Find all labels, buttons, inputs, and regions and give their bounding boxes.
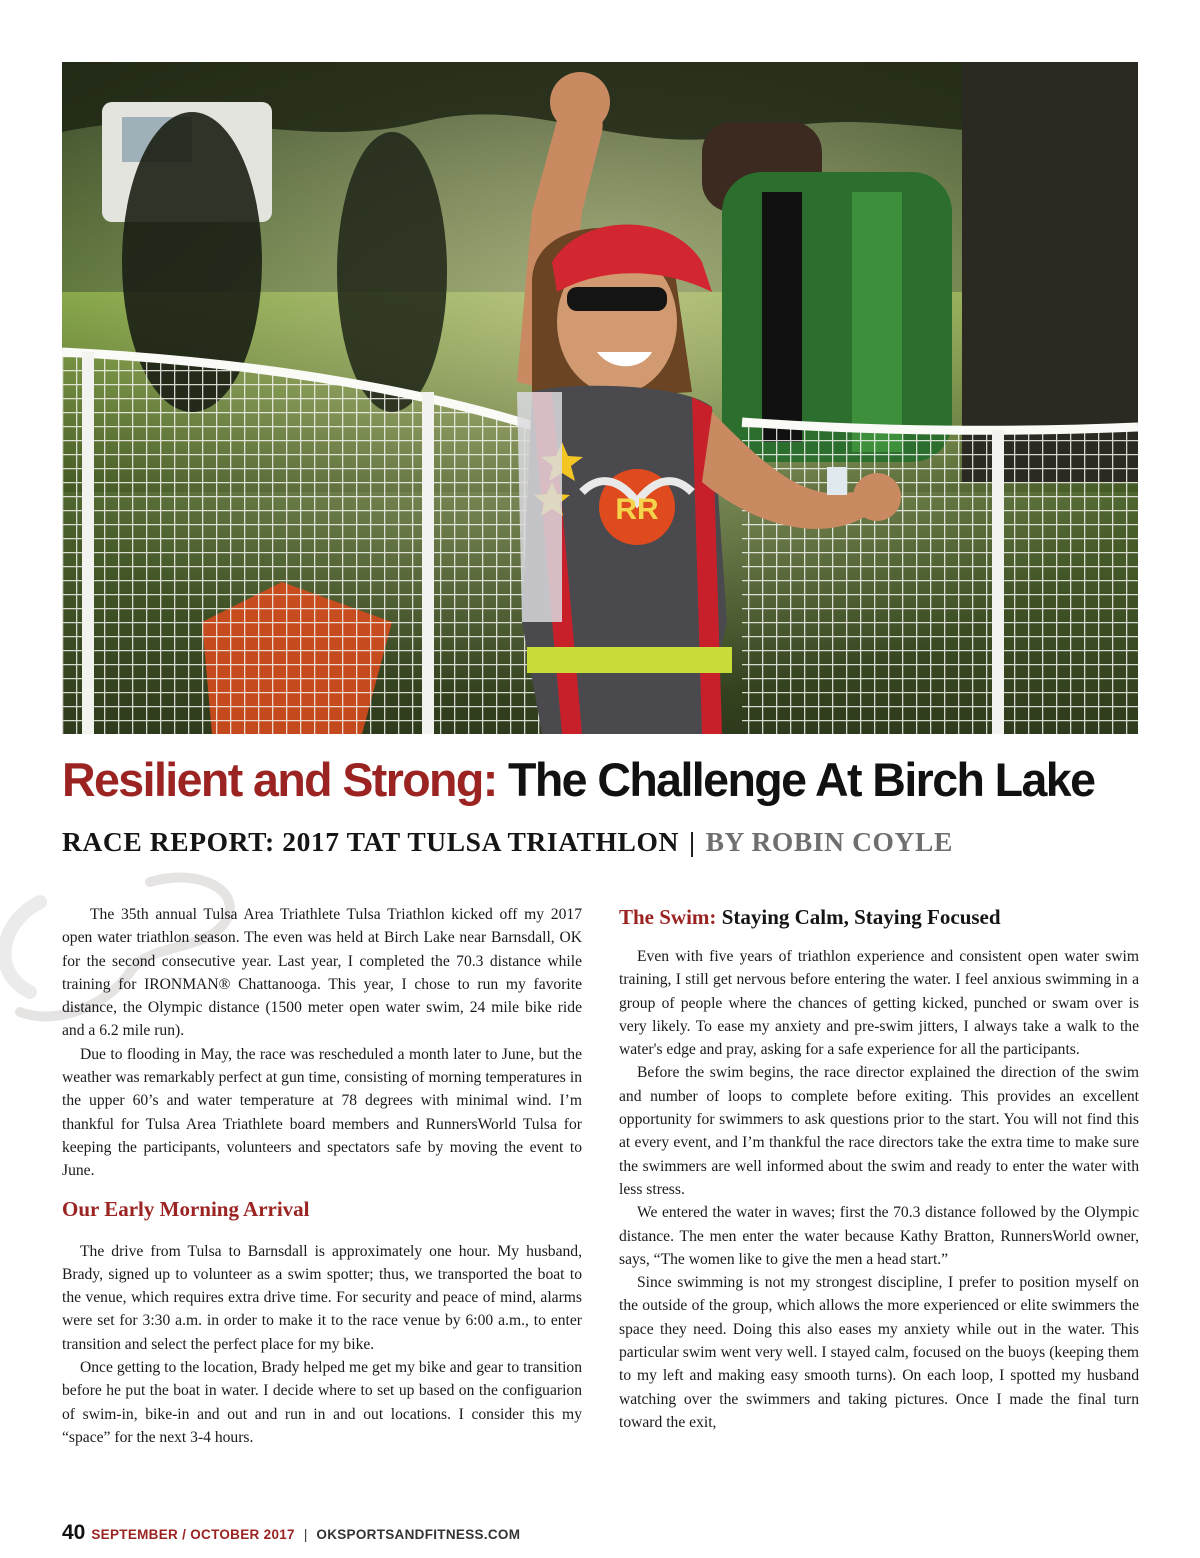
article-title-red: Resilient and Strong: [62,753,497,806]
page-footer [62,1518,520,1548]
swim-heading-black: Staying Calm, Staying Focused [716,905,1001,929]
race-report-label: RACE REPORT: 2017 TAT TULSA TRIATHLON [62,826,679,857]
article-title [62,752,1141,808]
website-link[interactable]: OKSPORTSANDFITNESS.COM [316,1527,521,1542]
jersey-logo-text: RR [615,493,659,526]
section-heading-swim [619,903,1139,931]
page-number: 40 [62,1521,86,1544]
byline: BY ROBIN COYLE [705,826,953,857]
subtitle-separator: | [688,826,696,857]
right-column [619,903,1139,1434]
hero-photo [62,62,1138,734]
section-heading-early-morning: Our Early Morning Arrival [62,1196,310,1221]
paragraph: The drive from Tulsa to Barnsdall is approximately one hour. My husband, Brady, signed up to volunteer as a swim spotter; thus, we transported the boat to the venue, which requires extra drive time. For security and peace of mind, alarms were set for 3:30 a.m. in order to make it to the race venue by 6:00 a.m., to enter transition and select the perfect place for my bike. [62,1242,582,1353]
footer-separator: | [303,1527,308,1542]
paragraph: Due to flooding in May, the race was rescheduled a month later to June, but the weather was remarkably perfect at gun time, consisting of morning temperatures in the upper 60’s and water temperature at 78 degrees with minimal wind. I’m thankful for Tulsa Area Triathlete board members and RunnersWorld Tulsa for keeping the participants, volunteers and spectators safe by moving the event to June. [62,1045,582,1180]
article-title-black: The Challenge At Birch Lake [496,753,1095,806]
paragraph: Since swimming is not my strongest discipline, I prefer to position myself on the outside of the group, which allows the more experienced or elite swimmers the space they need. Doing this also eases my anxiety while out in the water. This particular swim went very well. I stayed calm, focused on the buoys (keeping them to my left and making easy smooth turns). On each loop, I spotted my husband watching over the swimmers and taking pictures. Once I made the final turn toward the exit, [619,1274,1139,1431]
paragraph: Before the swim begins, the race director explained the direction of the swim and number of loops to complete before exiting. This provides an excellent opportunity for swimmers to ask questions prior to the start. You will not find this at every event, and I’m thankful the race directors take the extra time to make sure the swimmers are well informed about the swim and ready to enter the water with less stress. [619,1064,1139,1198]
triathlete-photo-illustration [62,62,1138,734]
paragraph: The 35th annual Tulsa Area Triathlete Tulsa Triathlon kicked off my 2017 open water triathlon season. The even was held at Birch Lake near Barnsdall, OK for the second consecutive year. Last year, I completed the 70.3 distance while training for IRONMAN® Chattanooga. This year, I chose to run my favorite distance, the Olympic distance (1500 meter open water swim, 24 mile bike ride and a 6.2 mile run). [62,906,582,1040]
swim-heading-red: The Swim: [619,905,717,929]
paragraph: Even with five years of triathlon experience and consistent open water swim training, I still get nervous before entering the water. I feel anxious swimming in a group of people where the chances of getting kicked, punched or swam over is very likely. To ease my anxiety and pre-swim jitters, I always take a walk to the water's edge and pray, asking for a safe experience for all the participants. [619,948,1139,1059]
article-subtitle [62,823,1152,861]
paragraph: Once getting to the location, Brady helped me get my bike and gear to transition before he put the boat in water. I decide where to set up based on the configuarion of swim-in, bike-in and out and run in and out locations. I consider this my “space” for the next 3-4 hours. [62,1359,582,1446]
paragraph: We entered the water in waves; first the 70.3 distance followed by the Olympic distance. The men enter the water because Kathy Bratton, RunnersWorld owner, says, “The women like to give the men a head start.” [619,1204,1139,1268]
issue-date: SEPTEMBER / OCTOBER 2017 [91,1527,295,1542]
left-column [62,903,582,1449]
